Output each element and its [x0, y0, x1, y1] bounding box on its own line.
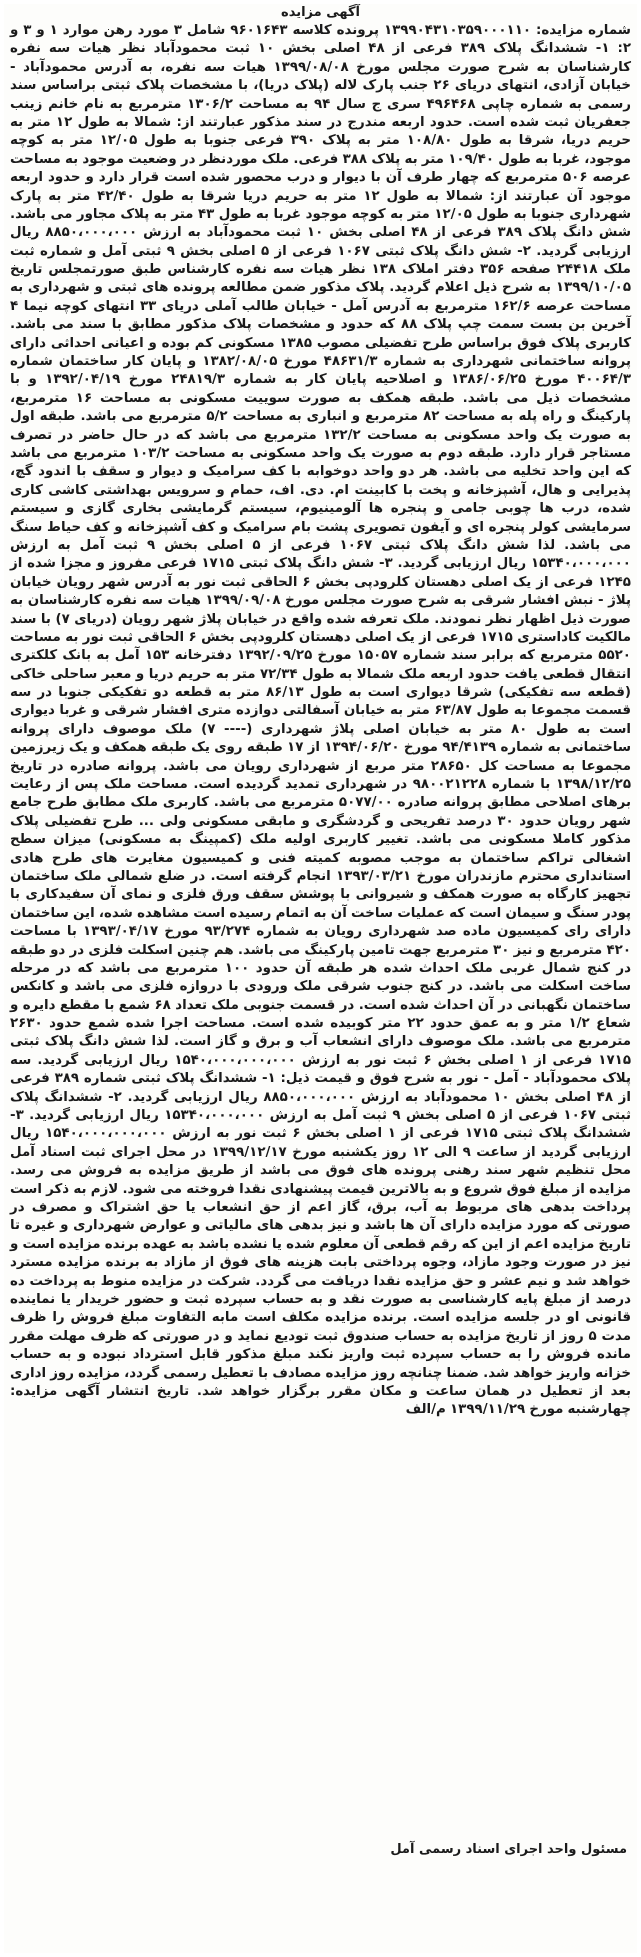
notice-title: آگهی مزایده: [281, 5, 360, 20]
auction-notice: [4, 4, 637, 1953]
notice-body: شماره مزایده: ۱۳۹۹۰۴۳۱۰۳۵۹۰۰۰۱۱۰ پرونده کلاسه ۹۶۰۱۶۴۳ شامل ۳ مورد رهن موارد ۱ و ۳ و ۲: ۱- ششدانگ پلاک ۳۸۹ فرعی از ۴۸ اصلی بخش ۱۰ ثبت محمودآباد نظر هیات سه نفره کارشناسان به شرح صورت مجلس مورخ ۱۳۹۹/۰۸/۰۸ هیات سه نفره، به آدرس محمودآباد - خیابان آزادی، انتهای دریای ۲۶ جنب پارک لاله (پلاک دریا)، با مشخصات پلاک ثبتی براساس سند رسمی به شماره چاپی ۴۹۶۴۶۸ سری ج سال ۹۴ به مساحت ۱۳۰۶/۲ مترمربع به نام خانم زینب جعفریان ثبت شده است. حدود اربعه مندرج در سند مذکور عبارتند از: شمالا به طول ۱۲ متر به حریم دریا، شرقا به طول ۱۰۸/۸۰ متر به پلاک ۳۹۰ فرعی جنوبا به طول ۱۲/۰۵ متر به کوچه موجود، غربا به طول ۱۰۹/۴۰ متر به پلاک ۳۸۸ فرعی. ملک موردنظر در وضعیت موجود به مساحت عرصه ۵۰۶ مترمربع که چهار طرف آن با دیوار و درب محصور شده است قرار دارد و حدود اربعه موجود آن عبارتند از: شمالا به طول ۱۲ متر به حریم دریا شرقا به طول ۴۲/۴۰ متر به پارک شهرداری جنوبا به طول ۱۲/۰۵ متر به کوچه موجود غربا به طول ۴۳ متر به پلاک مجاور می باشد. شش دانگ پلاک ۳۸۹ فرعی از ۴۸ اصلی بخش ۱۰ ثبت محمودآباد به ارزش ۸۸۵۰،۰۰۰،۰۰۰ ریال ارزیابی گردید. ۲- شش دانگ پلاک ثبتی ۱۰۶۷ فرعی از ۵ اصلی بخش ۹ ثبتی آمل و شماره ثبت ملک ۲۴۴۱۸ صفحه ۳۵۶ دفتر املاک ۱۳۸ نظر هیات سه نفره کارشناس طبق صورتمجلس تاریخ ۱۳۹۹/۱۰/۰۵ به شرح ذیل اعلام گردید. پلاک مذکور ضمن مطالعه پرونده های ثبتی و شهرداری به مساحت عرصه ۱۶۲/۶ مترمربع به آدرس آمل - خیابان طالب آملی دریای ۳۳ انتهای کوچه نیما ۴ آخرین بن بست سمت چپ پلاک ۸۸ که حدود و مشخصات پلاک مذکور مطابق با سند می باشد. کاربری پلاک فوق براساس طرح تفضیلی مصوب ۱۳۸۵ مسکونی کم بوده و اعیانی احداثی دارای پروانه ساختمانی شهرداری به شماره ۴۸۶۳۱/۳ مورخ ۱۳۸۲/۰۸/۰۵ و پایان کار ساختمان شماره ۴۰۰۶۴/۳ مورخ ۱۳۸۶/۰۶/۲۵ و اصلاحیه پایان کار به شماره ۲۴۸۱۹/۳ مورخ ۱۳۹۲/۰۴/۱۹ و با مشخصات ذیل می باشد. طبقه همکف به صورت سوییت مسکونی به مساحت ۱۶ مترمربع، پارکینگ و راه پله به مساحت ۸۲ مترمربع و انباری به مساحت ۵/۲ مترمربع می باشد. طبقه اول به صورت یک واحد مسکونی به مساحت ۱۳۲/۲ مترمربع می باشد که در حال حاضر در تصرف مستاجر قرار دارد. طبقه دوم به صورت یک واحد مسکونی به مساحت ۱۰۳/۲ مترمربع می باشد که این واحد تخلیه می باشد. هر دو واحد دوخوابه با کف سرامیک و دیوار و سقف با اندود گچ، پذیرایی و هال، آشپزخانه و پخت با کابینت ام. دی. اف، حمام و سرویس بهداشتی کاشی کاری شده، درب ها چوبی جامی و پنجره ها آلومینیوم، سیستم گرمایشی بخاری گازی و سیستم سرمایشی کولر پنجره ای و آیفون تصویری پشت بام سرامیک و کف آشپزخانه و کف حیاط سنگ می باشد. لذا شش دانگ پلاک ثبتی ۱۰۶۷ فرعی از ۵ اصلی بخش ۹ ثبت آمل به ارزش ۱۵۳۴۰،۰۰۰،۰۰۰ ریال ارزیابی گردید. ۳- شش دانگ پلاک ثبتی ۱۷۱۵ فرعی مفروز و مجزا شده از ۱۲۴۵ فرعی از یک اصلی دهستان کلرودپی بخش ۶ الحاقی ثبت نور به آدرس شهر رویان خیابان پلاژ - نبش افشار شرقی به شرح صورت مجلس مورخ ۱۳۹۹/۰۹/۰۸ هیات سه نفره کارشناسان به صورت ذیل اظهار نظر نمودند. ملک تعرفه شده واقع در خیابان پلاژ شهر رویان (دریای ۷) با سند مالکیت کاداستری ۱۷۱۵ فرعی از یک اصلی دهستان کلرودپی بخش ۶ الحاقی ثبت نور به مساحت ۵۵۲۰ مترمربع که برابر سند شماره ۱۵۰۵۷ مورخ ۱۳۹۲/۰۹/۲۵ دفترخانه ۱۵۳ آمل به بانک کلکتری انتقال قطعی یافت حدود اربعه ملک شمالا به طول ۷۲/۳۴ متر به حریم دریا و معبر ساحلی خاکی (قطعه سه تفکیکی) شرقا دیواری است به طول ۸۶/۱۳ متر به قطعه دو تفکیکی جنوبا در سه قسمت مجموعا به طول ۶۳/۸۷ متر به خیابان آسفالتی دوازده متری افشار شرقی و غربا دیواری است به طول ۸۰ متر به خیابان اصلی پلاژ شهرداری (---- ۷) ملک موصوف دارای پروانه ساختمانی به شماره ۹۴/۴۱۳۹ مورخ ۱۳۹۴/۰۶/۲۰ از ۱۷ طبقه روی یک طبقه همکف و یک زیرزمین مجموعا به مساحت کل ۲۸۶۵۰ متر مربع از شهرداری رویان می باشد. پروانه صادره در تاریخ ۱۳۹۸/۱۲/۲۵ با شماره ۹۸۰۰۲۱۲۲۸ در شهرداری تمدید گردیده است. مساحت ملک پس از رعایت برهای اصلاحی مطابق پروانه صادره ۵۰۷۷/۰۰ مترمربع می باشد. کاربری ملک مطابق طرح جامع شهر رویان حدود ۳۰ درصد تفریحی و گردشگری و مابقی مسکونی ولی ... طرح تفضیلی پلاک مذکور کاملا مسکونی می باشد. تغییر کاربری اولیه ملک (کمپینگ به مسکونی) میزان سطح اشغالی تراکم ساختمان به موجب مصوبه کمیته فنی و کمیسیون مغایرت های طرح هادی استانداری محترم مازندران مورخ ۱۳۹۳/۰۳/۲۱ انجام گرفته است. در ضلع شمالی ملک ساختمان تجهیز کارگاه به صورت همکف و شیروانی با پوشش سقف ورق فلزی و نمای آن سفیدکاری با پودر سنگ و سیمان است که عملیات ساخت آن به اتمام رسیده است مشاهده شده، این ساختمان دارای رای کمیسیون ماده صد شهرداری رویان به شماره ۹۳/۲۷۴ مورخ ۱۳۹۳/۰۴/۱۷ با مساحت ۴۲۰ مترمربع و نیز ۳۰ مترمربع جهت تامین پارکینگ می باشد. هم چنین اسکلت فلزی در دو طبقه در کنج شمال غربی ملک احداث شده هر طبقه آن حدود ۱۰۰ مترمربع می باشد که در مرحله ساخت اسکلت می باشد. در کنج جنوب شرقی ملک ورودی با دروازه فلزی می باشد و کانکس ساختمان نگهبانی در آن احداث شده است. در قسمت جنوبی ملک تعداد ۶۸ شمع با مقطع دایره و شعاع ۱/۲ متر و به عمق حدود ۲۲ متر کوبیده شده است. مساحت اجرا شده شمع حدود ۲۶۳۰ مترمربع می باشد. ملک موصوف دارای انشعاب آب و برق و گاز است. لذا شش دانگ پلاک ثبتی ۱۷۱۵ فرعی از ۱ اصلی بخش ۶ ثبت نور به ارزش ۱۵۴۰،۰۰۰،۰۰۰،۰۰۰ ریال ارزیابی گردید. سه پلاک محمودآباد - آمل - نور به شرح فوق و قیمت ذیل: ۱- ششدانگ پلاک ثبتی شماره ۳۸۹ فرعی از ۴۸ اصلی بخش ۱۰ محمودآباد به ارزش ۸۸۵۰،۰۰۰،۰۰۰ ریال ارزیابی گردید. ۲- ششدانگ پلاک ثبتی ۱۰۶۷ فرعی از ۵ اصلی بخش ۹ ثبت آمل به ارزش ۱۵۳۴۰،۰۰۰،۰۰۰ ریال ارزیابی گردید. ۳- ششدانگ پلاک ثبتی ۱۷۱۵ فرعی از ۱ اصلی بخش ۶ ثبت نور به ارزش ۱۵۴۰،۰۰۰،۰۰۰،۰۰۰ ریال ارزیابی گردید از ساعت ۹ الی ۱۲ روز یکشنبه مورخ ۱۳۹۹/۱۲/۱۷ در محل اجرای ثبت اسناد آمل محل تنظیم شهر سند رهنی پرونده های فوق می باشد از طریق مزایده به فروش می رسد. مزایده از مبلغ فوق شروع و به بالاترین قیمت پیشنهادی نقدا فروخته می شود. لازم به ذکر است پرداخت بدهی های مربوط به آب، برق، گاز اعم از حق انشعاب یا حق اشتراک و مصرف در صورتی که مورد مزایده دارای آن ها باشد و نیز بدهی های مالیاتی و عوارض شهرداری و غیره تا تاریخ مزایده اعم از این که رقم قطعی آن معلوم شده یا نشده باشد به عهده برنده مزایده است و نیز در صورت وجود مازاد، وجوه پرداختی بابت هزینه های فوق از مازاد به برنده مزایده مسترد خواهد شد و نیم عشر و حق مزایده نقدا دریافت می گردد. شرکت در مزایده منوط به پرداخت ده درصد از مبلغ پایه کارشناسی به صورت نقد و به حساب سپرده ثبت و حضور خریدار یا نماینده قانونی او در جلسه مزایده است. برنده مزایده مکلف است مابه التفاوت مبلغ فروش را ظرف مدت ۵ روز از تاریخ مزایده به حساب صندوق ثبت تودیع نماید و در صورتی که ظرف مهلت مقرر مانده فروش را به حساب سپرده ثبت واریز نکند مبلغ مذکور قابل استرداد نبوده و به حساب خزانه واریز خواهد شد. ضمنا چنانچه روز مزایده مصادف با تعطیل رسمی گردد، مزایده روز اداری بعد از تعطیل در همان ساعت و مکان مقرر برگزار خواهد شد. تاریخ انتشار آگهی مزایده: چهارشنبه مورخ ۱۳۹۹/۱۱/۲۹ م/الف: [10, 23, 632, 1418]
notice-signature: مسئول واحد اجرای اسناد رسمی آمل: [390, 1842, 627, 1857]
